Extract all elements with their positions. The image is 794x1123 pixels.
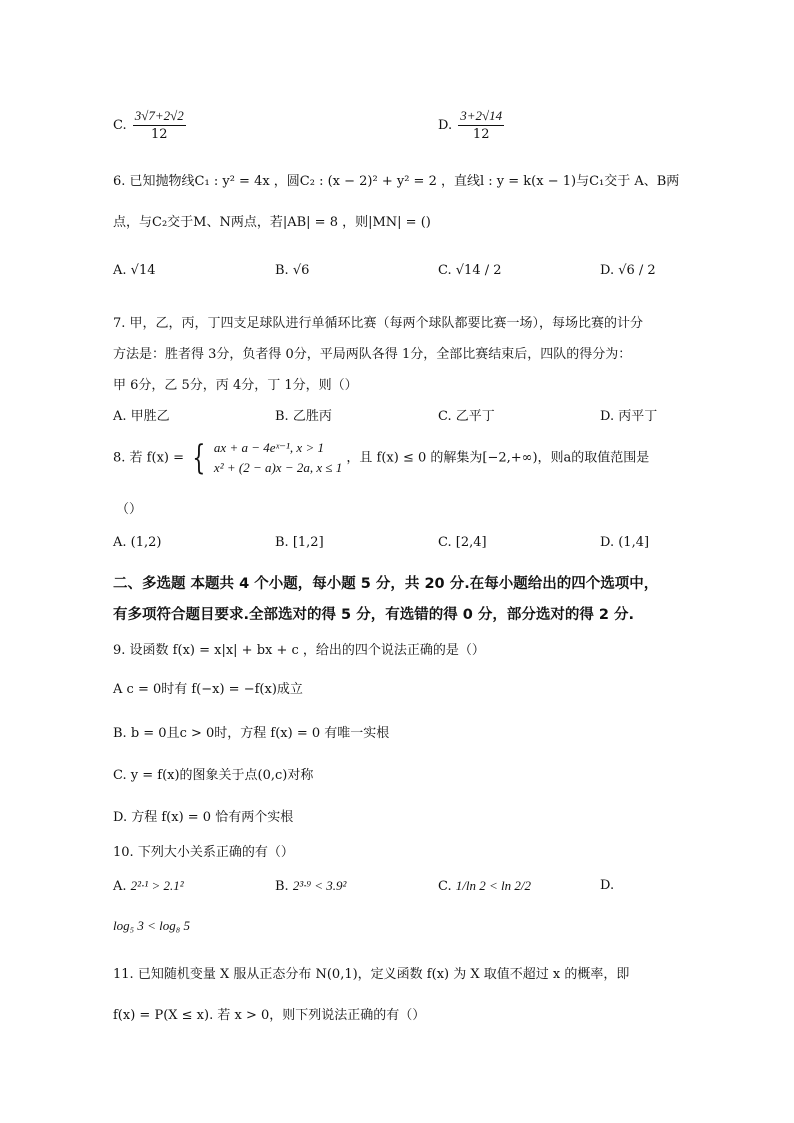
question-number: 10. (113, 845, 134, 860)
q7-line2: 方法是：胜者得 3分，负者得 0分，平局两队各得 1分，全部比赛结束后，四队的得分为： (113, 347, 632, 362)
option-value: 乙平丁 (455, 409, 495, 424)
section-heading-line1: 二、多选题 本题共 4 个小题，每小题 5 分，共 20 分.在每小题给出的四个选项中， (113, 576, 659, 592)
q6-line1 (113, 170, 679, 189)
piecewise-cases (214, 438, 342, 478)
q6-option-a: A. √14 (113, 263, 156, 278)
q9-option-d: D. 方程 f(x) = 0 恰有两个实根 (113, 810, 294, 825)
q8-option-d: D. (1,4] (600, 535, 650, 550)
denominator: 12 (151, 127, 168, 142)
option-value: c = 0时有 f(−x) = −f(x)成立 (126, 682, 303, 697)
option-value: 甲胜乙 (130, 409, 170, 424)
option-value: b = 0且c > 0时，方程 f(x) = 0 有唯一实根 (130, 726, 390, 741)
question-number: 7. (113, 316, 126, 331)
q6-line2: 点，与C₂交于M、N两点，若|AB| = 8 ，则|MN| = () (113, 215, 431, 230)
q9-option-c: C. y = f(x)的图象关于点(0,c)对称 (113, 768, 314, 783)
question-text: 甲，乙，丙，丁四支足球队进行单循环比赛（每两个球队都要比赛一场），每场比赛的计分 (129, 316, 644, 331)
option-value: √6 / 2 (618, 263, 656, 278)
q6-option-c: C. √14 / 2 (438, 263, 502, 278)
q10-stem (113, 841, 294, 860)
option-value: 乙胜丙 (292, 409, 332, 424)
option-value: 1/ln 2 < ln 2/2 (455, 878, 531, 893)
option-value: 丙平丁 (618, 409, 658, 424)
fraction (458, 108, 504, 143)
option-value: √14 (130, 263, 156, 278)
q10-option-b: B. 2³·⁹ < 3.9² (275, 878, 347, 894)
case-2: x² + (2 − a)x − 2a, x ≤ 1 (213, 460, 343, 475)
q8-option-c: C. [2,4] (438, 535, 487, 550)
option-value: 2³·⁹ < 3.9² (292, 878, 347, 893)
case-1: ax + a − 4eˣ⁻¹, x > 1 (213, 440, 324, 455)
question-text: 设函数 f(x) = x|x| + bx + c ，给出的四个说法正确的是（） (129, 643, 485, 658)
option-label: C. (113, 118, 127, 133)
question-text: 已知抛物线C₁ : y² = 4x ，圆C₂ : (x − 2)² + y² = 2 ，直线l : y = k(x − 1)与C₁交于 A、B两 (129, 174, 680, 189)
q9-stem (113, 639, 485, 658)
q11-line1 (113, 963, 629, 982)
fraction (133, 108, 186, 143)
option-value: √14 / 2 (455, 263, 502, 278)
q8-option-a: A. (1,2) (113, 535, 162, 550)
q11-line2: f(x) = P(X ≤ x). 若 x > 0，则下列说法正确的有（） (113, 1008, 426, 1023)
denominator: 12 (472, 127, 490, 142)
left-brace: { (192, 438, 206, 478)
q7-line3: 甲 6分，乙 5分，丙 4分，丁 1分，则（） (113, 378, 358, 393)
question-number: 11. (113, 967, 134, 982)
q5-option-c (113, 108, 188, 143)
q8-line1 (113, 438, 649, 478)
q10-option-d-value: log₅ 3 < log₈ 5 (113, 918, 191, 933)
numerator: 3√7+2√2 (133, 108, 186, 126)
option-value: (1,4] (618, 535, 650, 550)
q9-option-a: A c = 0时有 f(−x) = −f(x)成立 (113, 682, 303, 697)
option-value: (1,2) (130, 535, 162, 550)
option-value: 2²·¹ > 2.1² (130, 878, 184, 893)
q10-option-c: C. 1/ln 2 < ln 2/2 (438, 878, 531, 894)
question-text: 下列大小关系正确的有（） (137, 845, 294, 860)
section-heading-line2: 有多项符合题目要求.全部选对的得 5 分，有选错的得 0 分，部分选对的得 2 分. (113, 607, 635, 623)
option-value: [2,4] (455, 535, 487, 550)
option-value: 方程 f(x) = 0 恰有两个实根 (131, 810, 294, 825)
q5-option-d (438, 108, 506, 143)
q10-option-d-label: D. (600, 878, 615, 893)
q8-line2: （） (116, 502, 143, 517)
q7-option-d: D. 丙平丁 (600, 409, 658, 424)
q9-option-b: B. b = 0且c > 0时，方程 f(x) = 0 有唯一实根 (113, 726, 390, 741)
q7-option-c: C. 乙平丁 (438, 409, 495, 424)
question-text: 已知随机变量 X 服从正态分布 N(0,1)，定义函数 f(x) 为 X 取值不超过 x 的概率，即 (137, 967, 630, 982)
q7-option-b: B. 乙胜丙 (275, 409, 332, 424)
question-prefix: 若 f(x) = (129, 450, 184, 466)
q6-option-d: D. √6 / 2 (600, 263, 656, 278)
option-value: [1,2] (292, 535, 324, 550)
question-number: 9. (113, 643, 126, 658)
q7-line1 (113, 312, 643, 331)
q6-option-b: B. √6 (275, 263, 310, 278)
option-value: √6 (292, 263, 310, 278)
q10-option-a: A. 2²·¹ > 2.1² (113, 878, 184, 894)
q7-option-a: A. 甲胜乙 (113, 409, 170, 424)
option-label: D. (438, 118, 453, 133)
question-suffix: ，且 f(x) ≤ 0 的解集为[−2,+∞)，则a的取值范围是 (346, 450, 650, 466)
q8-option-b: B. [1,2] (275, 535, 324, 550)
question-number: 6. (113, 174, 126, 189)
option-value: y = f(x)的图象关于点(0,c)对称 (130, 768, 314, 783)
question-number: 8. (113, 450, 126, 466)
numerator: 3+2√14 (458, 108, 504, 126)
